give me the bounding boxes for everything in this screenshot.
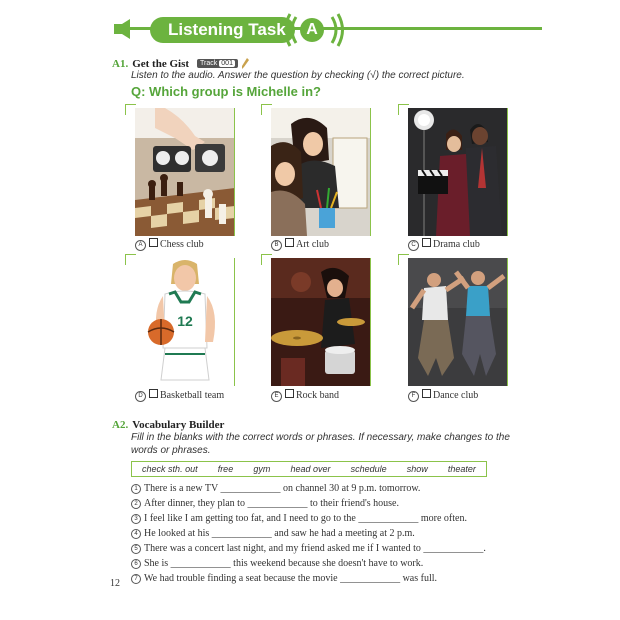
option-label: Art club bbox=[296, 239, 330, 250]
checkbox[interactable] bbox=[285, 238, 294, 247]
item-text: There was a concert last night, and my friend asked me if I wanted to ____________. bbox=[144, 543, 486, 554]
word-bank-item: head over bbox=[290, 464, 331, 474]
exercise-item bbox=[131, 558, 423, 569]
option-rock-band[interactable] bbox=[271, 389, 339, 402]
item-number: 2 bbox=[131, 499, 141, 509]
item-text: He looked at his ____________ and saw he had a meeting at 2 p.m. bbox=[144, 528, 415, 539]
photo-frame-edge bbox=[234, 258, 235, 386]
item-text: We had trouble finding a seat because the movie ____________ was full. bbox=[144, 573, 438, 584]
pencil-icon bbox=[242, 58, 249, 69]
basketball-team-photo bbox=[135, 258, 235, 386]
word-bank-item: check sth. out bbox=[142, 464, 198, 474]
option-letter: A bbox=[135, 240, 146, 251]
exercise-item bbox=[131, 513, 467, 524]
photo-frame-corner bbox=[398, 254, 409, 265]
jersey-number: 12 bbox=[177, 313, 193, 329]
track-badge[interactable] bbox=[197, 59, 238, 68]
word-bank-item: theater bbox=[447, 464, 476, 474]
exercise-item bbox=[131, 528, 415, 539]
item-number: 1 bbox=[131, 484, 141, 494]
option-label: Rock band bbox=[296, 390, 340, 401]
exercise-item bbox=[131, 483, 420, 494]
word-bank-item: show bbox=[406, 464, 428, 474]
track-number: 001 bbox=[221, 60, 233, 67]
photo-frame-edge bbox=[370, 258, 371, 386]
a2-title: Vocabulary Builder bbox=[132, 419, 225, 431]
checkbox[interactable] bbox=[422, 238, 431, 247]
option-label: Drama club bbox=[433, 239, 480, 250]
a2-instruction: Fill in the blanks with the correct words or phrases. If necessary, make changes to the words or phrases. bbox=[131, 432, 510, 456]
option-label: Dance club bbox=[433, 390, 479, 401]
option-letter: D bbox=[135, 391, 146, 402]
a2-number: A2. bbox=[112, 419, 129, 431]
option-letter: E bbox=[271, 391, 282, 402]
option-letter: F bbox=[408, 391, 419, 402]
page-number: 12 bbox=[110, 578, 120, 589]
track-label: Track bbox=[200, 60, 218, 67]
section-letter-badge: A bbox=[300, 18, 324, 42]
photo-frame-edge bbox=[234, 108, 235, 236]
photo-frame-edge bbox=[507, 108, 508, 236]
exercise-item bbox=[131, 498, 399, 509]
option-drama-club[interactable] bbox=[408, 238, 480, 251]
item-number: 5 bbox=[131, 544, 141, 554]
exercise-item bbox=[131, 543, 486, 554]
word-bank-item: free bbox=[217, 464, 234, 474]
photo-frame-edge bbox=[370, 108, 371, 236]
item-number: 6 bbox=[131, 559, 141, 569]
art-club-photo bbox=[271, 108, 371, 236]
section-title: Listening Task bbox=[150, 17, 295, 43]
checkbox[interactable] bbox=[149, 389, 158, 398]
speaker-icon bbox=[112, 18, 132, 40]
exercise-item bbox=[131, 573, 437, 584]
item-text: She is ____________ this weekend because she doesn't have to work. bbox=[144, 558, 424, 569]
drama-club-photo bbox=[408, 108, 508, 236]
photo-frame-corner bbox=[398, 104, 409, 115]
option-label: Basketball team bbox=[160, 390, 225, 401]
photo-frame-corner bbox=[125, 254, 136, 265]
word-bank-item: gym bbox=[253, 464, 271, 474]
checkbox[interactable] bbox=[422, 389, 431, 398]
a1-question: Q: Which group is Michelle in? bbox=[131, 84, 321, 99]
photo-frame-corner bbox=[125, 104, 136, 115]
option-letter: B bbox=[271, 240, 282, 251]
item-number: 4 bbox=[131, 529, 141, 539]
word-bank-item: schedule bbox=[350, 464, 387, 474]
checkbox[interactable] bbox=[149, 238, 158, 247]
option-dance-club[interactable] bbox=[408, 389, 478, 402]
option-label: Chess club bbox=[160, 239, 204, 250]
dance-club-photo bbox=[408, 258, 508, 386]
option-art-club[interactable] bbox=[271, 238, 329, 251]
item-text: After dinner, they plan to ____________ to their friend's house. bbox=[144, 498, 399, 509]
item-number: 7 bbox=[131, 574, 141, 584]
option-chess-club[interactable] bbox=[135, 238, 204, 251]
item-text: I feel like I am getting too fat, and I need to go to the ____________ more often. bbox=[144, 513, 467, 524]
checkbox[interactable] bbox=[285, 389, 294, 398]
photo-frame-corner bbox=[261, 104, 272, 115]
a1-instruction: Listen to the audio. Answer the question by checking (√) the correct picture. bbox=[131, 70, 465, 81]
photo-frame-edge bbox=[507, 258, 508, 386]
a1-title: Get the Gist bbox=[132, 58, 190, 70]
photo-frame-corner bbox=[261, 254, 272, 265]
option-basketball-team[interactable] bbox=[135, 389, 224, 402]
rock-band-photo bbox=[271, 258, 371, 386]
option-letter: C bbox=[408, 240, 419, 251]
chess-club-photo bbox=[135, 108, 235, 236]
word-bank bbox=[131, 461, 487, 477]
item-number: 3 bbox=[131, 514, 141, 524]
a1-number: A1. bbox=[112, 58, 129, 70]
item-text: There is a new TV ____________ on channel 30 at 9 p.m. tomorrow. bbox=[144, 483, 421, 494]
